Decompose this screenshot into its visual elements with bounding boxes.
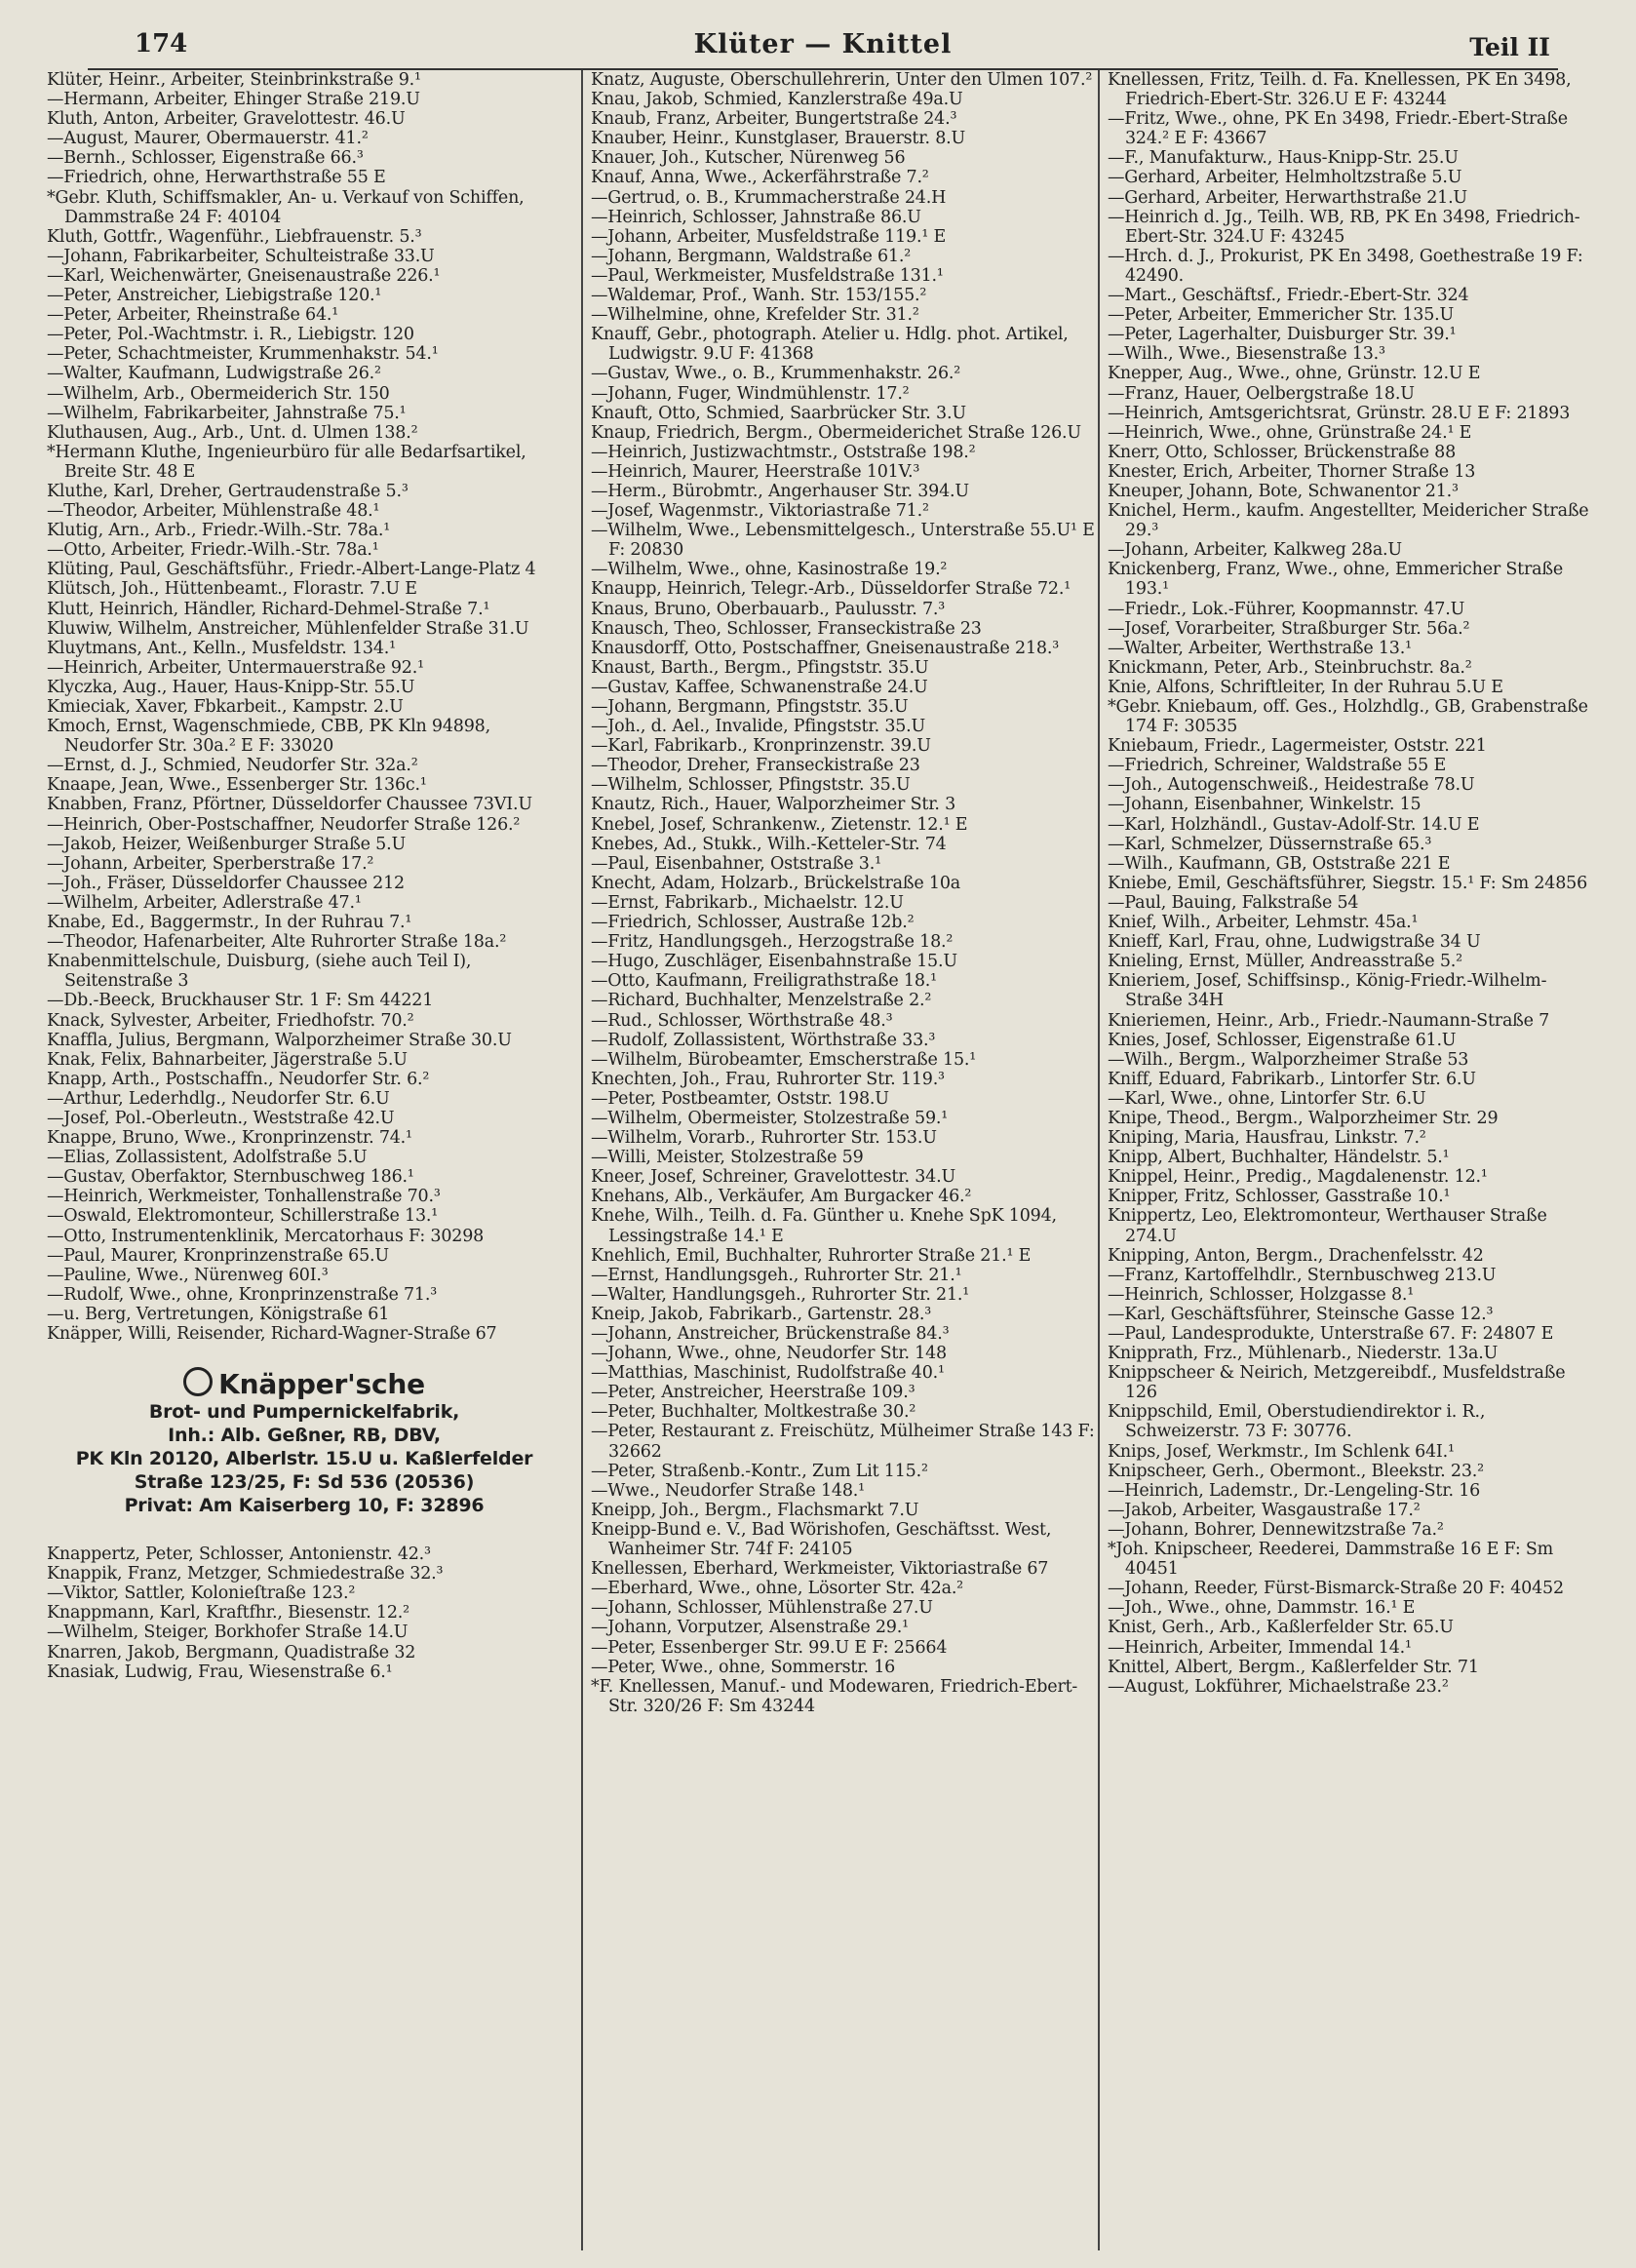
directory-entry: —Wwe., Neudorfer Straße 148.¹ <box>591 1480 865 1501</box>
directory-entry: Knatz, Auguste, Oberschullehrerin, Unter den Ulmen 107.² <box>591 70 1093 90</box>
advertisement-title <box>47 1367 562 1400</box>
directory-entry: Knester, Erich, Arbeiter, Thorner Straße 13 <box>1108 461 1476 482</box>
directory-entry: —Heinrich, Schlosser, Jahnstraße 86.U <box>591 207 921 227</box>
directory-entry: —Friedr., Lok.-Führer, Koopmannstr. 47.U <box>1108 599 1465 619</box>
part-label: Teil II <box>1469 33 1550 61</box>
directory-entry: —Theodor, Hafenarbeiter, Alte Ruhrorter Straße 18a.² <box>47 932 507 953</box>
directory-entry: —Peter, Lagerhalter, Duisburger Str. 39.¹ <box>1108 325 1457 345</box>
directory-entry: Knaub, Franz, Arbeiter, Bungertstraße 24.³ <box>591 109 957 130</box>
directory-entry: —Johann, Wwe., ohne, Neudorfer Str. 148 <box>591 1344 947 1364</box>
directory-entry: Kniff, Eduard, Fabrikarb., Lintorfer Str. 6.U <box>1108 1069 1476 1089</box>
directory-entry: —Heinrich, Wwe., ohne, Grünstraße 24.¹ E <box>1108 422 1472 443</box>
directory-entry: —Karl, Fabrikarb., Kronprinzenstr. 39.U <box>591 736 931 757</box>
directory-entry: Knehans, Alb., Verkäufer, Am Burgacker 46.² <box>591 1187 972 1207</box>
directory-entry: Kneipp-Bund e. V., Bad Wörishofen, Geschäftsst. West, Wanheimer Str. 74f F: 24105 <box>591 1519 1052 1560</box>
directory-entry: Knippschild, Emil, Oberstudiendirektor i. R., Schweizerstr. 73 F: 30776. <box>1108 1402 1486 1442</box>
directory-entry: —Gustav, Wwe., o. B., Krummenhakstr. 26.² <box>591 364 961 384</box>
directory-entry: Knabben, Franz, Pförtner, Düsseldorfer Chaussee 73VI.U <box>47 795 532 815</box>
directory-entry: —Johann, Reeder, Fürst-Bismarck-Straße 20 F: 40452 <box>1108 1579 1564 1599</box>
directory-entry: —Heinrich, Amtsgerichtsrat, Grünstr. 28.U E F: 21893 <box>1108 403 1571 423</box>
directory-entry: —Joh., Autogenschweiß., Heidestraße 78.U <box>1108 775 1475 796</box>
directory-entry: —Johann, Anstreicher, Brückenstraße 84.³ <box>591 1324 950 1344</box>
directory-entry: Knehe, Wilh., Teilh. d. Fa. Günther u. Knehe SpK 1094, Lessingstraße 14.¹ E <box>591 1206 1057 1246</box>
directory-entry: —Johann, Eisenbahner, Winkelstr. 15 <box>1108 795 1422 815</box>
directory-entry: —Friedrich, Schreiner, Waldstraße 55 E <box>1108 756 1447 776</box>
directory-entry: —Peter, Anstreicher, Liebigstraße 120.¹ <box>47 286 382 306</box>
directory-entry: Knieling, Ernst, Müller, Andreasstraße 5.² <box>1108 952 1462 972</box>
directory-entry: —Wilhelm, Wwe., Lebensmittelgesch., Unterstraße 55.U¹ E F: 20830 <box>591 521 1095 561</box>
directory-entry: —Peter, Anstreicher, Heerstraße 109.³ <box>591 1383 915 1403</box>
directory-entry: Knief, Wilh., Arbeiter, Lehmstr. 45a.¹ <box>1108 913 1419 933</box>
directory-entry: —Franz, Hauer, Oelbergstraße 18.U <box>1108 383 1415 404</box>
advertisement-line: Brot- und Pumpernickelfabrik, <box>148 1401 460 1424</box>
directory-columns <box>47 70 1587 2250</box>
directory-entry: —Johann, Vorputzer, Alsenstraße 29.¹ <box>591 1618 909 1638</box>
directory-entry: Knies, Josef, Schlosser, Eigenstraße 61.U <box>1108 1030 1457 1050</box>
directory-entry: Knippscheer & Neirich, Metzgereibdf., Musfeldstraße 126 <box>1108 1363 1566 1403</box>
directory-entry: —Peter, Pol.-Wachtmstr. i. R., Liebigstr. 120 <box>47 325 414 345</box>
directory-entry: —Heinrich, Lademstr., Dr.-Lengeling-Str. 16 <box>1108 1480 1481 1501</box>
advertisement-block <box>47 1367 562 1517</box>
directory-entry: Kmoch, Ernst, Wagenschmiede, CBB, PK Kln 94898, Neudorfer Str. 30a.² E F: 33020 <box>47 717 490 757</box>
directory-entry: —Gerhard, Arbeiter, Herwarthstraße 21.U <box>1108 187 1467 208</box>
directory-entry: —Richard, Buchhalter, Menzelstraße 2.² <box>591 991 932 1011</box>
directory-entry: —Wilhelmine, ohne, Krefelder Str. 31.² <box>591 305 919 326</box>
column-1 <box>47 70 562 2250</box>
directory-entry: Kneer, Josef, Schreiner, Gravelottestr. 34.U <box>591 1167 956 1188</box>
directory-entry: Knecht, Adam, Holzarb., Brückelstraße 10a <box>591 873 961 893</box>
directory-entry: Kluth, Anton, Arbeiter, Gravelottestr. 46.U <box>47 109 406 130</box>
directory-entry: —Pauline, Wwe., Nürenweg 60I.³ <box>47 1265 329 1285</box>
directory-entry: Kmieciak, Xaver, Fbkarbeit., Kampstr. 2.U <box>47 697 404 717</box>
directory-entry: —Rudolf, Zollassistent, Wörthstraße 33.³ <box>591 1030 936 1050</box>
directory-entry: —Karl, Wwe., ohne, Lintorfer Str. 6.U <box>1108 1088 1426 1109</box>
directory-entry: —Viktor, Sattler, Kolonieſtraße 123.² <box>47 1584 356 1604</box>
directory-entry: —Paul, Eisenbahner, Oststraße 3.¹ <box>591 853 881 874</box>
directory-entry: Knippel, Heinr., Predig., Magdalenenstr. 12.¹ <box>1108 1167 1488 1188</box>
directory-entry: —Karl, Weichenwärter, Gneisenaustraße 226.¹ <box>47 265 441 286</box>
directory-entry: —Wilhelm, Wwe., ohne, Kasinostraße 19.² <box>591 560 948 580</box>
directory-entry: —Ernst, d. J., Schmied, Neudorfer Str. 32a.² <box>47 756 418 776</box>
directory-entry: —Wilh., Kaufmann, GB, Oststraße 221 E <box>1108 853 1451 874</box>
directory-entry: Knebel, Josef, Schrankenw., Zietenstr. 12.¹ E <box>591 814 968 835</box>
directory-entry: *F. Knellessen, Manuf.- und Modewaren, Friedrich-Ebert-Str. 320/26 F: Sm 43244 <box>591 1676 1078 1716</box>
directory-entry: Knipp, Albert, Buchhalter, Händelstr. 5.¹ <box>1108 1148 1450 1168</box>
directory-entry: Knau, Jakob, Schmied, Kanzlerstraße 49a.U <box>591 90 963 110</box>
directory-entry: Knichel, Herm., kaufm. Angestellter, Meidericher Straße 29.³ <box>1108 501 1589 541</box>
directory-entry: Kluthe, Karl, Dreher, Gertraudenstraße 5.³ <box>47 481 409 501</box>
directory-entry: Knie, Alfons, Schriftleiter, In der Ruhrau 5.U E <box>1108 677 1503 697</box>
directory-entry: —Peter, Restaurant z. Freischütz, Mülheimer Straße 143 F: 32662 <box>591 1422 1095 1462</box>
directory-entry: —Fritz, Wwe., ohne, PK En 3498, Friedr.-Ebert-Straße 324.² E F: 43667 <box>1108 109 1568 149</box>
directory-entry: —Otto, Arbeiter, Friedr.-Wilh.-Str. 78a.¹ <box>47 540 379 561</box>
directory-entry: Knaus, Bruno, Oberbauarb., Paulusstr. 7.³ <box>591 599 946 619</box>
directory-entry: Knipe, Theod., Bergm., Walporzheimer Str. 29 <box>1108 1108 1499 1128</box>
directory-entry: —Johann, Bergmann, Waldstraße 61.² <box>591 246 912 266</box>
directory-entry: Knaape, Jean, Wwe., Essenberger Str. 136c.¹ <box>47 775 427 796</box>
directory-entry: —Walter, Arbeiter, Werthstraße 13.¹ <box>1108 638 1412 658</box>
bakery-logo-icon <box>183 1367 213 1396</box>
directory-entry: Knieriemen, Heinr., Arb., Friedr.-Naumann-Straße 7 <box>1108 1010 1550 1031</box>
directory-entry: Kneip, Jakob, Fabrikarb., Gartenstr. 28.³ <box>591 1304 932 1324</box>
directory-entry: —Peter, Straßenb.-Kontr., Zum Lit 115.² <box>591 1461 928 1481</box>
directory-entry: Kneipp, Joh., Bergm., Flachsmarkt 7.U <box>591 1500 919 1520</box>
directory-entry: —Bernh., Schlosser, Eigenstraße 66.³ <box>47 148 364 169</box>
directory-entry: —Heinrich d. Jg., Teilh. WB, RB, PK En 3498, Friedrich-Ebert-Str. 324.U F: 43245 <box>1108 207 1580 247</box>
directory-entry: —Willi, Meister, Stolzestraße 59 <box>591 1148 864 1168</box>
directory-entry: —Hermann, Arbeiter, Ehinger Straße 219.U <box>47 90 420 110</box>
directory-entry: Knappik, Franz, Metzger, Schmiedestraße 32.³ <box>47 1564 444 1584</box>
directory-entry: —Heinrich, Ober-Postschaffner, Neudorfer Straße 126.² <box>47 814 521 835</box>
directory-entry: Knäpper, Willi, Reisender, Richard-Wagner-Straße 67 <box>47 1324 497 1344</box>
directory-entry: —Peter, Essenberger Str. 99.U E F: 25664 <box>591 1637 948 1658</box>
directory-entry: —Gustav, Kaffee, Schwanenstraße 24.U <box>591 677 928 697</box>
directory-entry: —Gertrud, o. B., Krummacherstraße 24.H <box>591 187 947 208</box>
directory-entry: —Db.-Beeck, Bruckhauser Str. 1 F: Sm 44221 <box>47 991 434 1011</box>
directory-entry: —Joh., d. Ael., Invalide, Pfingststr. 35.U <box>591 717 926 737</box>
directory-entry: —Otto, Instrumentenklinik, Mercatorhaus F: 30298 <box>47 1226 485 1246</box>
directory-entry: —Wilhelm, Arbeiter, Adlerstraße 47.¹ <box>47 892 362 913</box>
directory-entry: Klüting, Paul, Geschäftsführ., Friedr.-Albert-Lange-Platz 4 <box>47 560 536 580</box>
directory-entry: —Gustav, Oberfaktor, Sternbuschweg 186.¹ <box>47 1167 414 1188</box>
directory-entry: Knechten, Joh., Frau, Ruhrorter Str. 119.³ <box>591 1069 945 1089</box>
directory-entry: —Gerhard, Arbeiter, Helmholtzstraße 5.U <box>1108 168 1462 188</box>
directory-entry: —Rud., Schlosser, Wörthstraße 48.³ <box>591 1010 893 1031</box>
directory-entry: —Fritz, Handlungsgeh., Herzogstraße 18.² <box>591 932 954 953</box>
directory-entry: —Johann, Arbeiter, Sperberstraße 17.² <box>47 853 374 874</box>
directory-entry: —Karl, Holzhändl., Gustav-Adolf-Str. 14.U E <box>1108 814 1480 835</box>
directory-entry: Knist, Gerh., Arb., Kaßlerfelder Str. 65.U <box>1108 1618 1454 1638</box>
directory-entry: Knipscheer, Gerh., Obermont., Bleekstr. 23.² <box>1108 1461 1484 1481</box>
directory-entry: Knickenberg, Franz, Wwe., ohne, Emmericher Straße 193.¹ <box>1108 560 1564 600</box>
directory-entry: —Peter, Buchhalter, Moltkestraße 30.² <box>591 1402 916 1423</box>
directory-entry: *Gebr. Kniebaum, off. Ges., Holzhdlg., GB, Grabenstraße 174 F: 30535 <box>1108 697 1588 737</box>
directory-entry: Knaup, Friedrich, Bergm., Obermeiderichet Straße 126.U <box>591 422 1081 443</box>
directory-entry: —Heinrich, Maurer, Heerstraße 101V.³ <box>591 461 920 482</box>
directory-entry: Knack, Sylvester, Arbeiter, Friedhofstr. 70.² <box>47 1010 414 1031</box>
column-3 <box>1098 70 1589 2250</box>
directory-entry: —Matthias, Maschinist, Rudolfstraße 40.¹ <box>591 1363 945 1384</box>
directory-entry: Knaffla, Julius, Bergmann, Walporzheimer Straße 30.U <box>47 1030 512 1050</box>
directory-entry: *Hermann Kluthe, Ingenieurbüro für alle Bedarfsartikel, Breite Str. 48 E <box>47 442 526 482</box>
directory-entry: Knauber, Heinr., Kunstglaser, Brauerstr. 8.U <box>591 129 966 149</box>
directory-entry: Knipprath, Frz., Mühlenarb., Niederstr. 13a.U <box>1108 1344 1499 1364</box>
page-number: 174 <box>135 29 188 59</box>
directory-entry: Kluwiw, Wilhelm, Anstreicher, Mühlenfelder Straße 31.U <box>47 618 529 639</box>
directory-entry: —Peter, Schachtmeister, Krummenhakstr. 54.¹ <box>47 344 439 365</box>
directory-entry: —Josef, Vorarbeiter, Straßburger Str. 56a.² <box>1108 618 1470 639</box>
directory-entry: Kneuper, Johann, Bote, Schwanentor 21.³ <box>1108 481 1459 501</box>
directory-entry: —Waldemar, Prof., Wanh. Str. 153/155.² <box>591 286 927 306</box>
directory-entry: —August, Lokführer, Michaelstraße 23.² <box>1108 1676 1449 1697</box>
directory-entry: —Johann, Fuger, Windmühlenstr. 17.² <box>591 383 910 404</box>
directory-entry: —Jakob, Heizer, Weißenburger Straße 5.U <box>47 834 407 854</box>
directory-entry: Knappe, Bruno, Wwe., Kronprinzenstr. 74.¹ <box>47 1128 412 1149</box>
directory-entry: —Otto, Kaufmann, Freiligrathstraße 18.¹ <box>591 971 937 992</box>
directory-entry: Knellessen, Fritz, Teilh. d. Fa. Knellessen, PK En 3498, Friedrich-Ebert-Str. 326.U E F: 43244 <box>1108 70 1572 110</box>
directory-entry: Knipper, Fritz, Schlosser, Gasstraße 10.¹ <box>1108 1187 1451 1207</box>
directory-entry: —Ernst, Fabrikarb., Michaelstr. 12.U <box>591 892 904 913</box>
directory-entry: Kniebe, Emil, Geschäftsführer, Siegstr. 15.¹ F: Sm 24856 <box>1108 873 1588 893</box>
directory-entry: Klutt, Heinrich, Händler, Richard-Dehmel-Straße 7.¹ <box>47 599 490 619</box>
directory-entry: —Karl, Geschäftsführer, Steinsche Gasse 12.³ <box>1108 1304 1494 1324</box>
directory-entry: —Johann, Fabrikarbeiter, Schulteistraße 33.U <box>47 246 435 266</box>
directory-entry: —Eberhard, Wwe., ohne, Lösorter Str. 42a.² <box>591 1579 963 1599</box>
directory-entry: —Hugo, Zuschläger, Eisenbahnstraße 15.U <box>591 952 957 972</box>
directory-entry: —Wilhelm, Bürobeamter, Emscherstraße 15.¹ <box>591 1049 977 1070</box>
directory-entry: Knepper, Aug., Wwe., ohne, Grünstr. 12.U E <box>1108 364 1481 384</box>
directory-entry: Kluth, Gottfr., Wagenführ., Liebfrauenstr. 5.³ <box>47 226 422 247</box>
directory-entry: —Heinrich, Werkmeister, Tonhallenstraße 70.³ <box>47 1187 441 1207</box>
directory-entry: —Heinrich, Arbeiter, Immendal 14.¹ <box>1108 1637 1412 1658</box>
directory-entry: —Peter, Postbeamter, Oststr. 198.U <box>591 1088 889 1109</box>
directory-entry: *Joh. Knipscheer, Reederei, Dammstraße 16 E F: Sm 40451 <box>1108 1540 1554 1580</box>
directory-entry: Knellessen, Eberhard, Werkmeister, Viktoriastraße 67 <box>591 1559 1049 1580</box>
directory-entry: Knehlich, Emil, Buchhalter, Ruhrorter Straße 21.¹ E <box>591 1245 1032 1266</box>
directory-entry: —Jakob, Arbeiter, Wasgaustraße 17.² <box>1108 1500 1421 1520</box>
directory-entry: —F., Manufakturw., Haus-Knipp-Str. 25.U <box>1108 148 1459 169</box>
directory-entry: Knittel, Albert, Bergm., Kaßlerfelder Str. 71 <box>1108 1657 1479 1677</box>
directory-entry: Knabe, Ed., Baggermstr., In der Ruhrau 7.¹ <box>47 913 412 933</box>
directory-entry: Kniebaum, Friedr., Lagermeister, Oststr. 221 <box>1108 736 1487 757</box>
directory-entry: —Oswald, Elektromonteur, Schillerstraße 13.¹ <box>47 1206 439 1227</box>
directory-entry: —Arthur, Lederhdlg., Neudorfer Str. 6.U <box>47 1088 390 1109</box>
directory-entry: Kluytmans, Ant., Kelln., Musfeldstr. 134.¹ <box>47 638 396 658</box>
directory-entry: Knausch, Theo, Schlosser, Franseckistraße 23 <box>591 618 982 639</box>
directory-entry: —Friedrich, Schlosser, Austraße 12b.² <box>591 913 915 933</box>
directory-entry: —Hrch. d. J., Prokurist, PK En 3498, Goethestraße 19 F: 42490. <box>1108 246 1583 286</box>
directory-entry: —Wilhelm, Fabrikarbeiter, Jahnstraße 75.¹ <box>47 403 407 423</box>
directory-entry: Klütsch, Joh., Hüttenbeamt., Florastr. 7.U E <box>47 579 417 600</box>
directory-entry: Klyczka, Aug., Hauer, Haus-Knipp-Str. 55.U <box>47 677 415 697</box>
directory-entry: —Johann, Bergmann, Pfingststr. 35.U <box>591 697 909 717</box>
directory-entry: —Peter, Wwe., ohne, Sommerstr. 16 <box>591 1657 896 1677</box>
directory-entry: Kluthausen, Aug., Arb., Unt. d. Ulmen 138.² <box>47 422 418 443</box>
directory-entry: —Heinrich, Schlosser, Holzgasse 8.¹ <box>1108 1284 1415 1305</box>
directory-entry: —Josef, Wagenmstr., Viktoriastraße 71.² <box>591 501 929 522</box>
directory-entry: Knappmann, Karl, Kraftfhr., Biesenstr. 12.² <box>47 1603 409 1623</box>
directory-entry: Knickmann, Peter, Arb., Steinbruchstr. 8a.² <box>1108 657 1472 678</box>
directory-entry: —Wilhelm, Steiger, Borkhofer Straße 14.U <box>47 1623 409 1643</box>
directory-entry: —Peter, Arbeiter, Emmericher Str. 135.U <box>1108 305 1455 326</box>
advertisement-title-text: Knäpper'sche <box>218 1368 425 1401</box>
directory-entry: Klutig, Arn., Arb., Friedr.-Wilh.-Str. 78a.¹ <box>47 521 391 541</box>
directory-entry: —Theodor, Arbeiter, Mühlenstraße 48.¹ <box>47 501 380 522</box>
directory-entry: —Karl, Schmelzer, Düssernstraße 65.³ <box>1108 834 1432 854</box>
advertisement-line: Inh.: Alb. Geßner, RB, DBV, <box>168 1425 441 1447</box>
directory-entry: —Ernst, Handlungsgeh., Ruhrorter Str. 21.¹ <box>591 1265 962 1285</box>
directory-entry: —u. Berg, Vertretungen, Königstraße 61 <box>47 1304 390 1324</box>
directory-entry: Knaust, Barth., Bergm., Pfingststr. 35.U <box>591 657 929 678</box>
directory-entry: Knauf, Anna, Wwe., Ackerfährstraße 7.² <box>591 168 929 188</box>
directory-entry: Klüter, Heinr., Arbeiter, Steinbrinkstraße 9.¹ <box>47 70 421 90</box>
directory-entry: —Elias, Zollassistent, Adolfstraße 5.U <box>47 1148 368 1168</box>
directory-entry: Knabenmittelschule, Duisburg, (siehe auch Teil I), Seitenstraße 3 <box>47 952 472 992</box>
directory-entry: Knautz, Rich., Hauer, Walporzheimer Str. 3 <box>591 795 956 815</box>
directory-entry: —Rudolf, Wwe., ohne, Kronprinzenstraße 71.³ <box>47 1284 438 1305</box>
directory-entry: Knieff, Karl, Frau, ohne, Ludwigstraße 34 U <box>1108 932 1481 953</box>
directory-entry: —Theodor, Dreher, Franseckistraße 23 <box>591 756 920 776</box>
directory-entry: *Gebr. Kluth, Schiffsmakler, An- u. Verkauf von Schiffen, Dammstraße 24 F: 40104 <box>47 187 525 227</box>
running-title: Klüter — Knittel <box>693 29 953 59</box>
directory-entry: —Josef, Pol.-Oberleutn., Weststraße 42.U <box>47 1108 395 1128</box>
directory-entry: —Paul, Maurer, Kronprinzenstraße 65.U <box>47 1245 389 1266</box>
advertisement-line: Privat: Am Kaiserberg 10, F: 32896 <box>124 1495 485 1517</box>
directory-entry: —Paul, Bauing, Falkstraße 54 <box>1108 892 1359 913</box>
directory-entry: —Wilhelm, Vorarb., Ruhrorter Str. 153.U <box>591 1128 937 1149</box>
directory-entry: Knieriem, Josef, Schiffsinsp., König-Friedr.-Wilhelm-Straße 34H <box>1108 971 1547 1011</box>
directory-entry: —Joh., Fräser, Düsseldorfer Chaussee 212 <box>47 873 405 893</box>
directory-entry: —Johann, Schlosser, Mühlenstraße 27.U <box>591 1598 933 1619</box>
directory-entry: Knerr, Otto, Schlosser, Brückenstraße 88 <box>1108 442 1457 462</box>
directory-entry: —Joh., Wwe., ohne, Dammstr. 16.¹ E <box>1108 1598 1416 1619</box>
directory-entry: Knaupp, Heinrich, Telegr.-Arb., Düsseldorfer Straße 72.¹ <box>591 579 1071 600</box>
directory-entry: Knebes, Ad., Stukk., Wilh.-Ketteler-Str. 74 <box>591 834 947 854</box>
directory-entry: —Walter, Handlungsgeh., Ruhrorter Str. 21.¹ <box>591 1284 970 1305</box>
directory-entry: Knauft, Otto, Schmied, Saarbrücker Str. 3.U <box>591 403 966 423</box>
directory-entry: —Walter, Kaufmann, Ludwigstraße 26.² <box>47 364 381 384</box>
directory-entry: —Peter, Arbeiter, Rheinstraße 64.¹ <box>47 305 339 326</box>
directory-entry: —Heinrich, Justizwachtmstr., Oststraße 198.² <box>591 442 976 462</box>
directory-entry: Knarren, Jakob, Bergmann, Quadistraße 32 <box>47 1642 416 1662</box>
advertisement-line: PK Kln 20120, Alberlstr. 15.U u. Kaßlerfelder Straße 123/25, F: Sd 536 (20536) <box>75 1448 533 1494</box>
directory-entry: Knak, Felix, Bahnarbeiter, Jägerstraße 5.U <box>47 1049 408 1070</box>
directory-entry: —Herm., Bürobmtr., Angerhauser Str. 394.U <box>591 481 969 501</box>
directory-entry: Knapp, Arth., Postschaffn., Neudorfer Str. 6.² <box>47 1069 430 1089</box>
directory-entry: Knappertz, Peter, Schlosser, Antonienstr. 42.³ <box>47 1545 431 1565</box>
directory-entry: Knauer, Joh., Kutscher, Nürenweg 56 <box>591 148 906 169</box>
directory-entry: —Paul, Werkmeister, Musfeldstraße 131.¹ <box>591 265 944 286</box>
directory-entry: —Johann, Arbeiter, Kalkweg 28a.U <box>1108 540 1402 561</box>
directory-entry: —Mart., Geschäftsf., Friedr.-Ebert-Str. 324 <box>1108 286 1469 306</box>
directory-entry: Knauff, Gebr., photograph. Atelier u. Hdlg. phot. Artikel, Ludwigstr. 9.U F: 41368 <box>591 325 1069 365</box>
directory-entry: Knippertz, Leo, Elektromonteur, Werthauser Straße 274.U <box>1108 1206 1547 1246</box>
page-header <box>88 25 1558 70</box>
directory-entry: —Paul, Landesprodukte, Unterstraße 67. F: 24807 E <box>1108 1324 1554 1344</box>
directory-entry: —Wilhelm, Obermeister, Stolzestraße 59.¹ <box>591 1108 949 1128</box>
directory-entry: —Wilh., Wwe., Biesenstraße 13.³ <box>1108 344 1385 365</box>
directory-entry: —Heinrich, Arbeiter, Untermauerstraße 92.¹ <box>47 657 424 678</box>
directory-entry: Knipping, Anton, Bergm., Drachenfelsstr. 42 <box>1108 1245 1484 1266</box>
directory-entry: —Franz, Kartoffelhdlr., Sternbuschweg 213.U <box>1108 1265 1497 1285</box>
directory-entry: —Wilhelm, Schlosser, Pfingststr. 35.U <box>591 775 911 796</box>
directory-entry: —Johann, Arbeiter, Musfeldstraße 119.¹ E <box>591 226 947 247</box>
directory-entry: Knausdorff, Otto, Postschaffner, Gneisenaustraße 218.³ <box>591 638 1060 658</box>
directory-entry: —Friedrich, ohne, Herwarthstraße 55 E <box>47 168 386 188</box>
column-2 <box>581 70 1100 2250</box>
directory-entry: —Johann, Bohrer, Dennewitzstraße 7a.² <box>1108 1519 1444 1540</box>
directory-entry: Knasiak, Ludwig, Frau, Wiesenstraße 6.¹ <box>47 1662 393 1682</box>
directory-entry: Kniping, Maria, Hausfrau, Linkstr. 7.² <box>1108 1128 1426 1149</box>
directory-entry: —Wilh., Bergm., Walporzheimer Straße 53 <box>1108 1049 1469 1070</box>
directory-entry: —August, Maurer, Obermauerstr. 41.² <box>47 129 369 149</box>
directory-entry: —Wilhelm, Arb., Obermeiderich Str. 150 <box>47 383 390 404</box>
directory-entry: Knips, Josef, Werkmstr., Im Schlenk 64I.¹ <box>1108 1441 1455 1462</box>
